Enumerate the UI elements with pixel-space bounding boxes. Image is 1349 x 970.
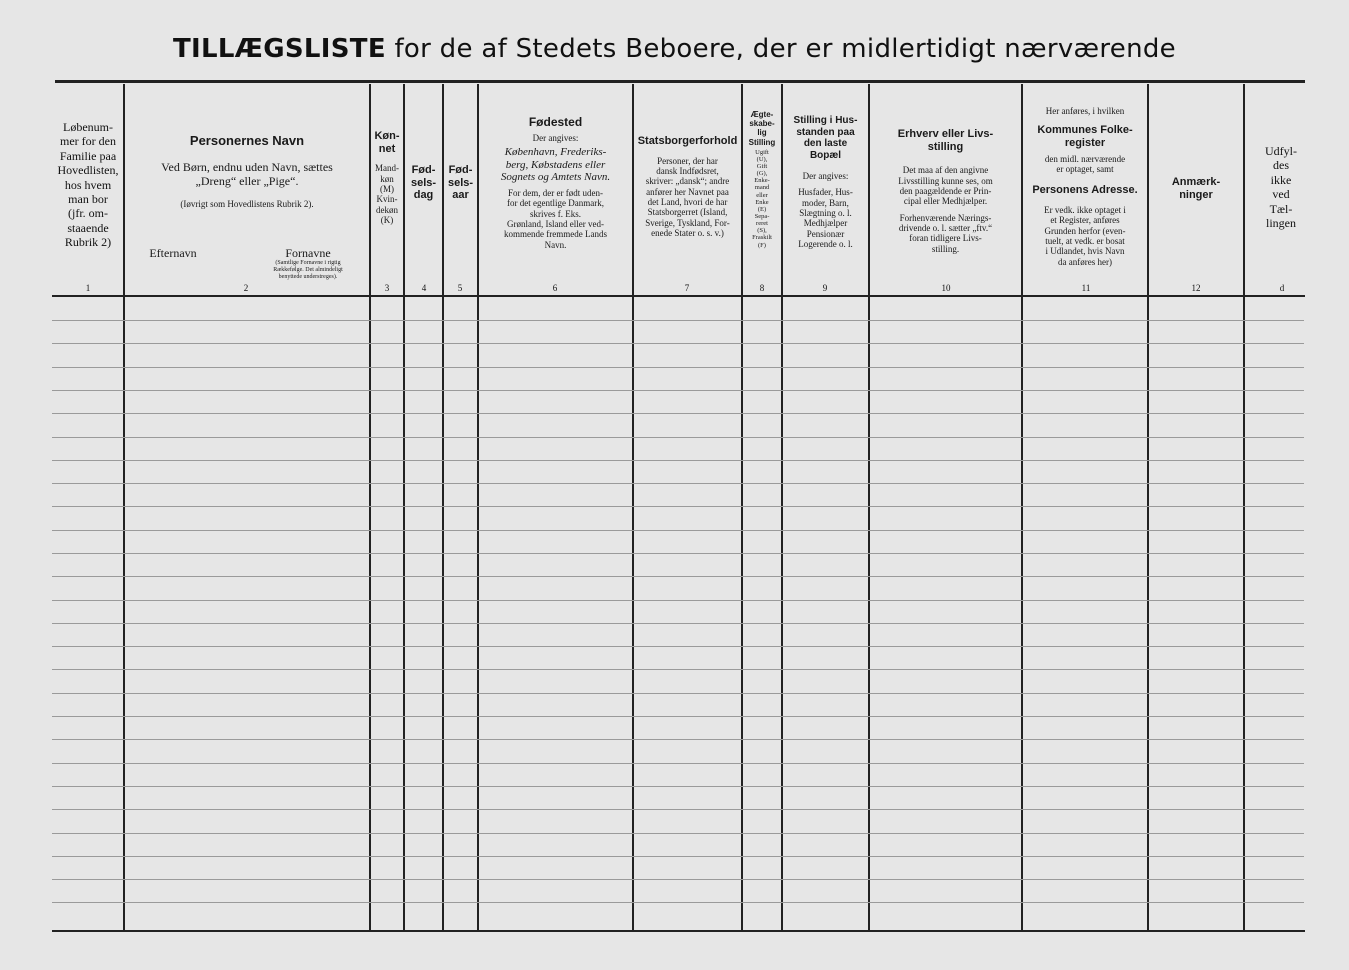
col-number: 11 <box>1081 283 1091 293</box>
col-number: d <box>1279 283 1285 293</box>
row-line <box>52 669 1304 670</box>
row-line <box>52 367 1304 368</box>
col-number: 2 <box>243 283 249 293</box>
row-line <box>52 809 1304 810</box>
top-rule <box>55 80 1305 83</box>
col3-header <box>371 130 403 225</box>
col5-heading: Fød- sels- aar <box>447 164 474 202</box>
col-d-header: Udfyl- des ikke ved Tæl- lingen <box>1265 144 1297 230</box>
col7-body: Personer, der har dansk Indfødsret, skriver: „dansk“; andre anfører her Navnet paa det Land, hvori de har Statsborgerret (Island, Sverige, Tyskland, For- enede Stater o. s. v.) <box>645 155 730 239</box>
col6-sub: Der angives: <box>532 132 579 143</box>
col2-header <box>126 134 368 209</box>
col8-heading: Ægte- skabe- lig Stilling <box>748 110 776 147</box>
col-number: 4 <box>421 283 427 293</box>
col10-body: Det maa af den angivne Livsstilling kunne ses, om den paagældende er Prin- cipal eller Medhjælper. <box>898 165 993 207</box>
col12-header <box>1149 176 1243 201</box>
col6-header <box>479 116 632 250</box>
row-line <box>52 483 1304 484</box>
row-line <box>52 646 1304 647</box>
row-line <box>52 833 1304 834</box>
col9-header <box>783 115 868 249</box>
col8-body: Ugift (U), Gift (G), Enke- mand eller Enke (E) Sepa- reret (S), Fraskilt (F) <box>752 148 772 249</box>
row-line <box>52 600 1304 601</box>
row-line <box>52 530 1304 531</box>
col5-header <box>444 164 477 202</box>
col4-heading: Fød- sels- dag <box>410 164 437 202</box>
col-number: 6 <box>552 283 558 293</box>
col10-header <box>870 128 1021 254</box>
title-main-word: TILLÆGSLISTE <box>173 34 386 64</box>
row-line <box>52 786 1304 787</box>
col-divider <box>1147 84 1149 931</box>
col9-sub: Der angives: <box>802 171 849 181</box>
col-number: 9 <box>822 283 828 293</box>
col2-sub-surname: Efternavn <box>149 246 197 260</box>
col-number: 1 <box>85 283 91 293</box>
col3-heading: Køn- net <box>374 130 400 155</box>
row-line <box>52 506 1304 507</box>
col6-body: København, Frederiks- berg, Købstadens eller Sognets og Amtets Navn. <box>500 146 611 184</box>
row-line <box>52 437 1304 438</box>
row-line <box>52 413 1304 414</box>
col2-heading: Personernes Navn <box>189 133 305 148</box>
row-line <box>52 460 1304 461</box>
row-line <box>52 763 1304 764</box>
col12-heading: Anmærk- ninger <box>1171 176 1221 201</box>
col11-heading: Kommunes Folke- register <box>1037 124 1133 149</box>
row-line <box>52 390 1304 391</box>
row-line <box>52 856 1304 857</box>
col10-heading: Erhverv eller Livs- stilling <box>897 128 994 153</box>
col-number: 10 <box>941 283 951 293</box>
col11-body: den midl. nærværende er optaget, samt <box>1044 153 1126 174</box>
col7-header <box>634 135 741 238</box>
col8-header <box>743 110 781 249</box>
row-line <box>52 343 1304 344</box>
col1-header: Løbenum- mer for den Familie paa Hovedlisten, hos hvem man bor (jfr. om- staaende Rubrik 2) <box>57 120 119 250</box>
row-line <box>52 902 1304 903</box>
col11-heading2: Personens Adresse. <box>1032 184 1138 197</box>
col2-sub-firstnames: Fornavne <box>285 246 331 260</box>
col-divider <box>403 84 405 931</box>
row-line <box>52 716 1304 717</box>
col11-top: Her anføres, i hvilken <box>1045 106 1125 116</box>
col7-heading: Statsborgerforhold <box>637 135 738 147</box>
col6-heading: Fødested <box>528 115 583 129</box>
row-line <box>52 623 1304 624</box>
row-line <box>52 693 1304 694</box>
col9-body: Husfader, Hus- moder, Barn, Slægtning o. l. Medhjælper Pensionær Logerende o. l. <box>798 187 853 250</box>
row-line <box>52 739 1304 740</box>
col-divider <box>442 84 444 931</box>
col-number: 8 <box>759 283 765 293</box>
row-line <box>52 320 1304 321</box>
col6-note: For dem, der er født uden- for det egentlige Danmark, skrives f. Eks. Grønland, Island eller ved- kommende fremmede Lands Navn. <box>504 188 607 250</box>
col10-note: Forhenværende Nærings- drivende o. l. sætter „ftv.“ foran tidligere Livs- stilling. <box>898 212 993 254</box>
row-line <box>52 879 1304 880</box>
col4-header <box>405 164 442 202</box>
bottom-rule <box>52 930 1305 932</box>
col9-heading: Stilling i Hus- standen paa den laste Bopæl <box>793 115 858 161</box>
row-line <box>52 553 1304 554</box>
row-line <box>52 576 1304 577</box>
page-title <box>0 34 1349 64</box>
col2-note: (Iøvrigt som Hovedlistens Rubrik 2). <box>180 198 314 209</box>
col2-sub-firstnames-note: (Samtlige Fornavne i rigtig Rækkefølge. Det almindeligt benyttede understreges). <box>273 260 343 280</box>
header-bottom-rule <box>52 295 1305 297</box>
col-number: 3 <box>384 283 390 293</box>
col3-body: Mand- køn (M) Kvin- dekøn (K) <box>375 163 399 225</box>
col-number: 5 <box>457 283 463 293</box>
col-number: 12 <box>1191 283 1201 293</box>
title-rest: for de af Stedets Beboere, der er midlertidigt nærværende <box>385 34 1176 64</box>
col-number: 7 <box>684 283 690 293</box>
col11-header <box>1023 106 1147 267</box>
col2-body: Ved Børn, endnu uden Navn, sættes „Dreng“ eller „Pige“. <box>161 159 333 188</box>
col11-note: Er vedk. ikke optaget i et Register, anføres Grunden herfor (even- tuelt, at vedk. er bosat i Udlandet, hvis Navn da anføres her) <box>1044 204 1126 267</box>
